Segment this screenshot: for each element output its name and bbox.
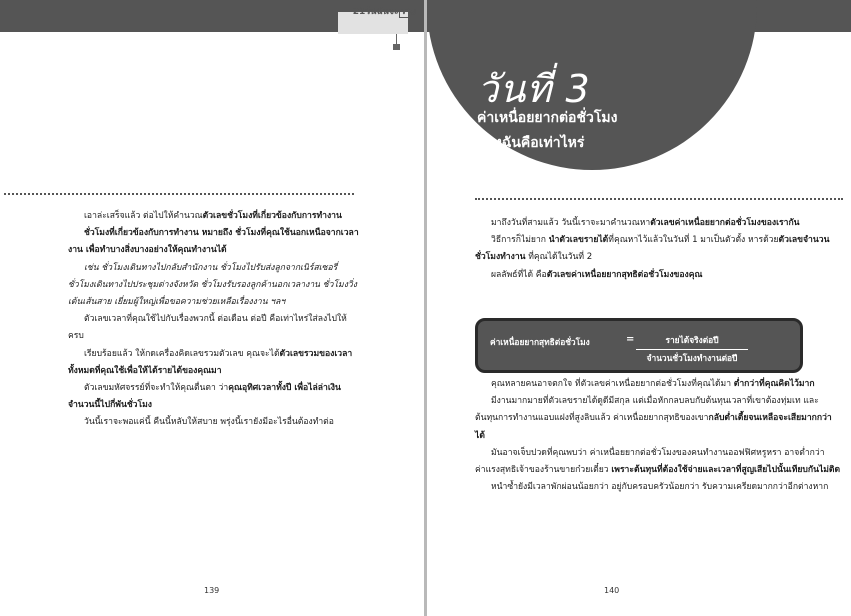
paragraph <box>475 215 841 232</box>
text-run: เพราะต้นทุนที่ต้องใช้จ่ายและเวลาที่สูญเสียไปนั้นเทียบกันไม่ติด <box>611 465 841 476</box>
text-run: วิธีการก็ไม่ยาก <box>491 235 549 246</box>
formula-label: ค่าเหนื่อยยากสุทธิต่อชั่วโมง <box>490 337 590 347</box>
paragraph <box>475 393 841 445</box>
dotted-divider <box>4 193 354 195</box>
text-run: มีงานมากมายที่ตัวเลขรายได้ดูดีมีสกุล แต่เมื่อหักกลบลบกับต้นทุนเวลาที่เขาต้องทุ่มเท และต้นทุนการทำงานแอบแฝงที่สูงลิบแล้ว ค่าเหนื่อยยากสุทธิของเขา <box>475 396 819 424</box>
paragraph <box>68 414 360 431</box>
text-run: เรียบร้อยแล้ว ให้กดเครื่องคิดเลขรวมตัวเลข คุณจะได้ <box>84 348 280 359</box>
chapter-subtitle-line: ค่าเหนื่อยยากต่อชั่วโมง <box>477 110 618 126</box>
text-run: ที่คุณหาไว้แล้วในวันที่ 1 มาเป็นตัวตั้ง หารด้วย <box>608 235 779 246</box>
running-header-prefix: 21วันฉันจะ <box>352 7 399 17</box>
text-run: เช่น ชั่วโมงเดินทางไปกลับสำนักงาน ชั่วโมงไปรับส่งลูกจากเนิร์สเซอรี่ ชั่วโมงเดินทางไปประชุมต่างจังหวัด ชั่วโมงรับรองลูกค้านอกเวลางาน ชั่วโมงวิ่งเต้นเส้นสาย เยี่ยมผู้ใหญ่เพื่อขอความช่วยเหลือเรื่องงาน ฯลฯ <box>68 262 357 308</box>
formula-denominator: จำนวนชั่วโมงทำงานต่อปี <box>646 353 738 363</box>
text-run: มันอาจเจ็บปวดที่คุณพบว่า ค่าเหนื่อยยากต่อชั่วโมงของคนทำงานออฟฟิศหรูหรา อาจต่ำกว่าค่าแรงสุทธิเจ้าของร้านขายก๋วยเตี๋ยว <box>475 447 825 476</box>
running-header <box>353 4 418 18</box>
page-number: 139 <box>204 586 220 595</box>
text-run: มาถึงวันที่สามแล้ว วันนี้เราจะมาคำนวณหา <box>491 218 651 228</box>
page-number: 140 <box>604 586 620 595</box>
paragraph <box>475 376 841 393</box>
text-run: นำตัวเลขรายได้ <box>548 235 609 246</box>
paragraph <box>68 260 360 312</box>
paragraph <box>475 479 841 496</box>
paragraph <box>68 208 360 225</box>
text-run: วันนี้เราจะพอแค่นี้ คืนนี้หลับให้สบาย พรุ่งนี้เรายังมีอะไรอื่นต้องทำต่อ <box>84 417 334 428</box>
text-run: ตัวเลขจำนวนชั่วโมงทำงาน <box>475 235 830 263</box>
text-run: ที่คุณได้ในวันที่ 2 <box>525 252 593 263</box>
paragraph <box>475 232 841 266</box>
text-run: ชั่วโมงที่เกี่ยวข้องกับการทำงาน หมายถึง ชั่วโมงที่คุณใช้นอกเหนือจากเวลางาน เพื่อทำบางสิ่งบางอย่างให้คุณทำงานได้ <box>68 228 359 256</box>
paragraph <box>475 445 841 479</box>
text-run: ตัวเลขค่าเหนื่อยยากต่อชั่วโมงของเรากัน <box>650 218 800 228</box>
text-run: หนำซ้ำยังมีเวลาพักผ่อนน้อยกว่า อยู่กับครอบครัวน้อยกว่า รับความเครียดมากกว่าอีกต่างหาก <box>491 482 829 493</box>
formula-box <box>475 318 803 373</box>
dotted-divider <box>475 198 843 200</box>
chapter-subtitle <box>477 106 617 156</box>
text-run: ต่ำกว่าที่คุณคิดไว้มาก <box>733 379 815 389</box>
text-run: คุณหลายคนอาจตกใจ ที่ตัวเลขค่าเหนื่อยยากต่อชั่วโมงที่คุณได้มา <box>491 379 734 389</box>
header-marker-knob <box>393 44 400 50</box>
body-text <box>475 376 841 496</box>
paragraph <box>68 380 360 414</box>
right-page <box>427 0 851 616</box>
text-run: เอาล่ะเสร็จแล้ว ต่อไปให้คำนวณ <box>84 211 203 221</box>
text-run: ผลลัพธ์ที่ได้ คือ <box>491 269 547 280</box>
left-body-text <box>68 208 360 432</box>
text-run: ตัวเลขค่าเหนื่อยยากสุทธิต่อชั่วโมงของคุณ <box>546 269 703 280</box>
paragraph <box>68 225 360 259</box>
text-run: ตัวเลขชั่วโมงที่เกี่ยวข้องกับการทำงาน <box>202 211 342 221</box>
left-page <box>0 0 424 616</box>
text-run: กลับต่ำเตี้ยจนเหลือจะเสียมากกว่าได้ <box>475 413 832 441</box>
chapter-title: วันที่ 3 <box>477 67 591 111</box>
text-run: ตัวเลขมหัศจรรย์ที่จะทำให้คุณตื่นตา ว่า <box>84 383 229 394</box>
formula-equals: = <box>626 334 635 345</box>
text-run: ตัวเลขเวลาที่คุณใช้ไปกับเรื่องพวกนี้ ต่อเดือน ต่อปี คือเท่าไหร่ใส่ลงไปให้ครบ <box>68 314 347 342</box>
paragraph <box>68 311 360 345</box>
running-header-highlight: รวย <box>400 7 416 17</box>
formula-numerator: รายได้จริงต่อปี <box>636 333 748 350</box>
text-run: คุณอุทิศเวลาทั้งปี เพื่อไล่ล่าเงินจำนวนนี้ไปกี่พันชั่วโมง <box>68 383 341 411</box>
chapter-subtitle-line: ของฉันคือเท่าไหร่ <box>477 135 585 151</box>
text-run: ตัวเลขรวมของเวลาทั้งหมดที่คุณใช้เพื่อให้ได้รายได้ของคุณมา <box>68 348 353 376</box>
paragraph <box>475 267 841 284</box>
intro-text <box>475 215 841 284</box>
paragraph <box>68 346 360 380</box>
